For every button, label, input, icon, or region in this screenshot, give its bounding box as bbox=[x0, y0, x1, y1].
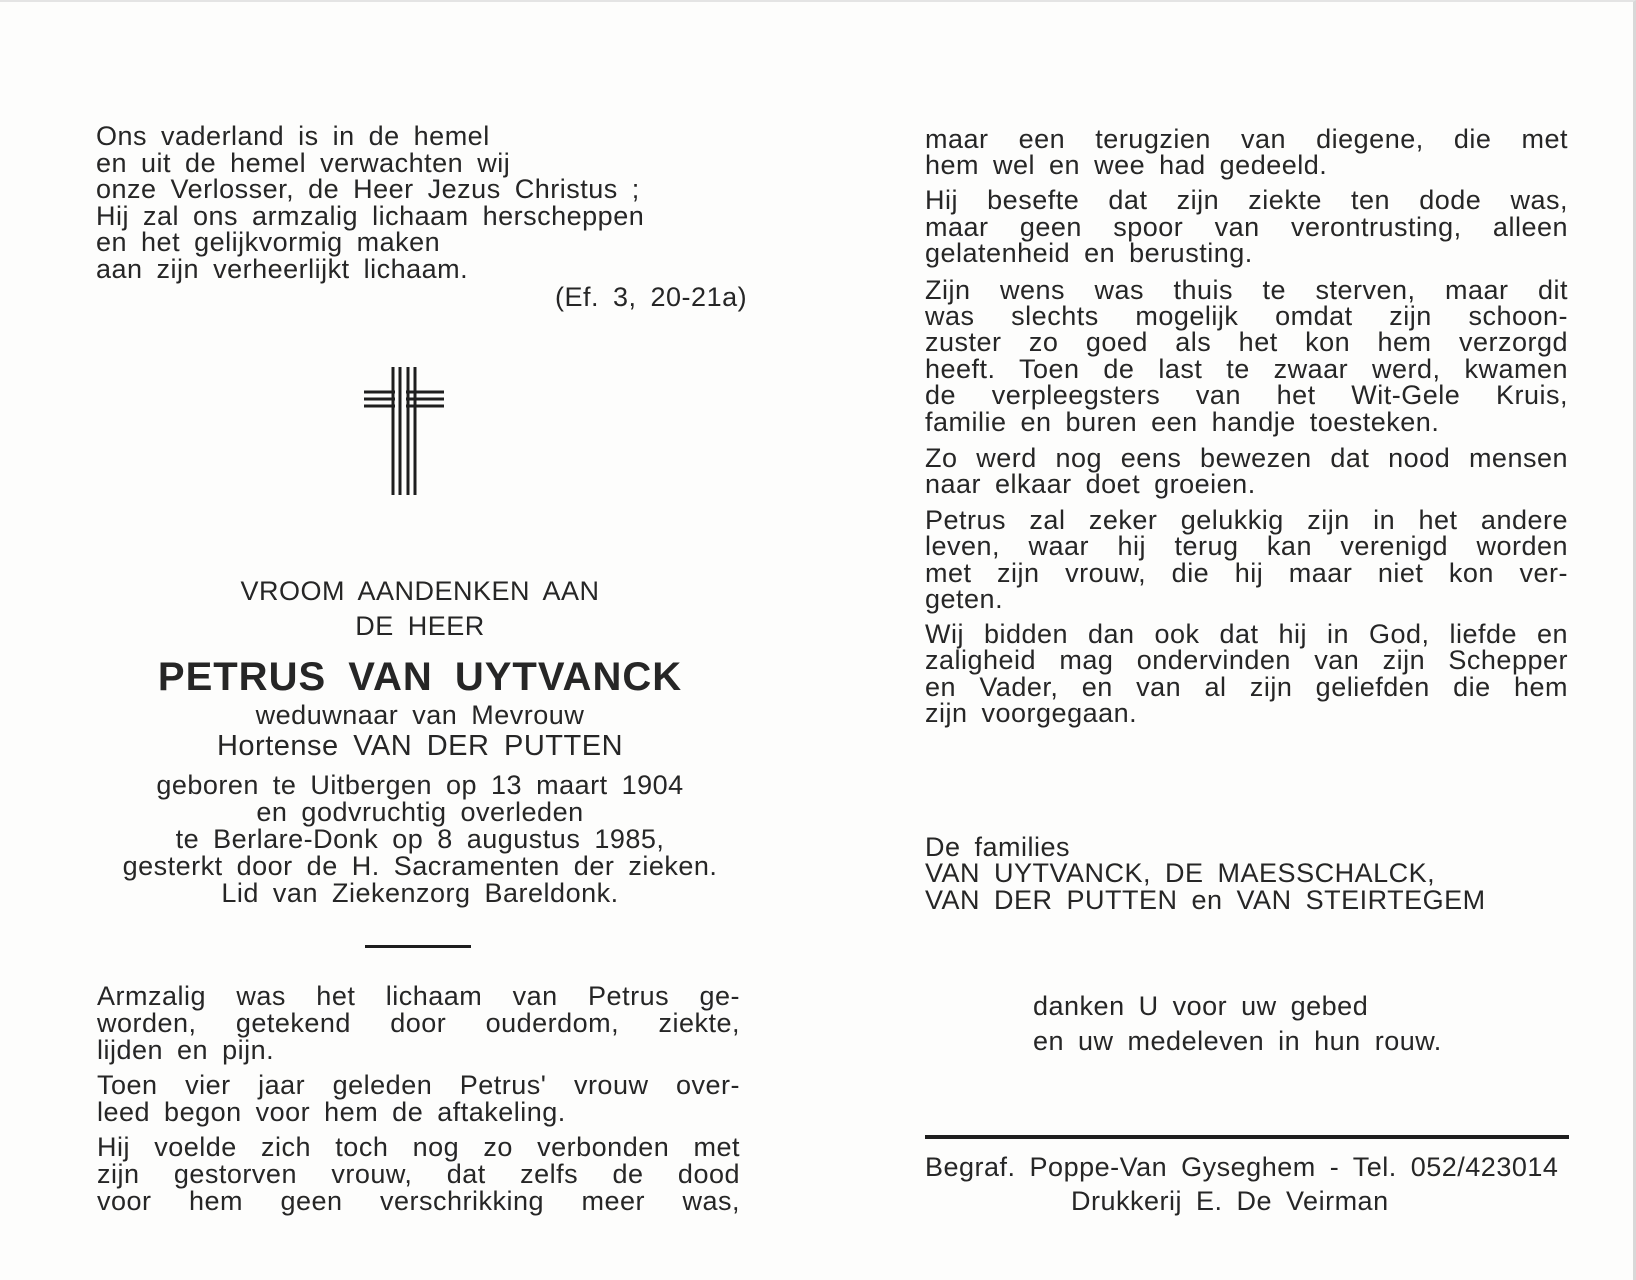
body-line: zuster zo goed als het kon hem verzorgd bbox=[925, 327, 1568, 357]
body-line: Zo werd nog eens bewezen dat nood mensen bbox=[925, 443, 1568, 473]
heading-line: DE HEER bbox=[355, 611, 485, 641]
detail-line: te Berlare-Donk op 8 augustus 1985, bbox=[175, 824, 665, 854]
deceased-name: PETRUS VAN UYTVANCK bbox=[157, 655, 683, 699]
body-line: heeft. Toen de last te zwaar werd, kwamen bbox=[925, 354, 1568, 384]
cross-icon bbox=[362, 365, 446, 497]
body-line: voor hem geen verschrikking meer was, bbox=[97, 1186, 740, 1216]
body-line: zijn gestorven vrouw, dat zelfs de dood bbox=[97, 1159, 740, 1189]
body-line: naar elkaar doet groeien. bbox=[925, 469, 1256, 499]
quote-reference: (Ef. 3, 20-21a) bbox=[555, 282, 748, 312]
undertaker-credit: Begraf. Poppe-Van Gyseghem - Tel. 052/423014 bbox=[925, 1152, 1559, 1182]
body-line: worden, getekend door ouderdom, ziekte, bbox=[97, 1008, 740, 1038]
heading-line: VROOM AANDENKEN AAN bbox=[240, 576, 600, 606]
body-line: Wij bidden dan ook dat hij in God, liefde en bbox=[925, 619, 1568, 649]
body-line: maar een terugzien van diegene, die met bbox=[925, 124, 1568, 154]
body-line: de verpleegsters van het Wit-Gele Kruis, bbox=[925, 380, 1568, 410]
body-line: hem wel en wee had gedeeld. bbox=[925, 150, 1328, 180]
quote-line: aan zijn verheerlijkt lichaam. bbox=[96, 254, 469, 284]
families-line: VAN UYTVANCK, DE MAESSCHALCK, bbox=[925, 858, 1436, 888]
detail-line: en godvruchtig overleden bbox=[256, 797, 584, 827]
body-line: familie en buren een handje toesteken. bbox=[925, 407, 1440, 437]
body-line: Petrus zal zeker gelukkig zijn in het andere bbox=[925, 505, 1568, 535]
body-line: en Vader, en van al zijn geliefden die hem bbox=[925, 672, 1568, 702]
quote-line: Ons vaderland is in de hemel bbox=[96, 121, 490, 151]
body-line: leed begon voor hem de aftakeling. bbox=[97, 1097, 566, 1127]
quote-line: en uit de hemel verwachten wij bbox=[96, 148, 511, 178]
quote-line: onze Verlosser, de Heer Jezus Christus ; bbox=[96, 174, 640, 204]
body-line: lijden en pijn. bbox=[97, 1035, 275, 1065]
body-line: maar geen spoor van verontrusting, alleen bbox=[925, 212, 1568, 242]
body-line: Zijn wens was thuis te sterven, maar dit bbox=[925, 275, 1568, 305]
thanks-line: danken U voor uw gebed bbox=[1033, 991, 1369, 1021]
detail-line: gesterkt door de H. Sacramenten der zieken. bbox=[122, 851, 718, 881]
quote-line: Hij zal ons armzalig lichaam herscheppen bbox=[96, 201, 645, 231]
body-line: geten. bbox=[925, 584, 1004, 614]
body-line: Toen vier jaar geleden Petrus' vrouw over- bbox=[97, 1070, 740, 1100]
detail-line: Lid van Ziekenzorg Bareldonk. bbox=[221, 878, 619, 908]
detail-line: geboren te Uitbergen op 13 maart 1904 bbox=[156, 770, 684, 800]
divider bbox=[925, 1135, 1569, 1139]
divider bbox=[365, 945, 471, 948]
printer-credit: Drukkerij E. De Veirman bbox=[1071, 1186, 1389, 1216]
body-line: Hij voelde zich toch nog zo verbonden met bbox=[97, 1132, 740, 1162]
spouse-name: Hortense VAN DER PUTTEN bbox=[216, 730, 624, 762]
body-line: Armzalig was het lichaam van Petrus ge- bbox=[97, 981, 740, 1011]
body-line: Hij besefte dat zijn ziekte ten dode was, bbox=[925, 185, 1568, 215]
families-line: De families bbox=[925, 832, 1071, 862]
body-line: was slechts mogelijk omdat zijn schoon- bbox=[925, 301, 1568, 331]
body-line: leven, waar hij terug kan verenigd worden bbox=[925, 531, 1568, 561]
families-line: VAN DER PUTTEN en VAN STEIRTEGEM bbox=[925, 885, 1486, 915]
body-line: zijn voorgegaan. bbox=[925, 698, 1138, 728]
body-line: gelatenheid en berusting. bbox=[925, 238, 1253, 268]
body-line: zaligheid mag ondervinden van zijn Schepper bbox=[925, 645, 1568, 675]
body-line: met zijn vrouw, die hij maar niet kon ver- bbox=[925, 558, 1568, 588]
quote-line: en het gelijkvormig maken bbox=[96, 227, 441, 257]
thanks-line: en uw medeleven in hun rouw. bbox=[1033, 1026, 1442, 1056]
widower-line: weduwnaar van Mevrouw bbox=[255, 700, 585, 730]
